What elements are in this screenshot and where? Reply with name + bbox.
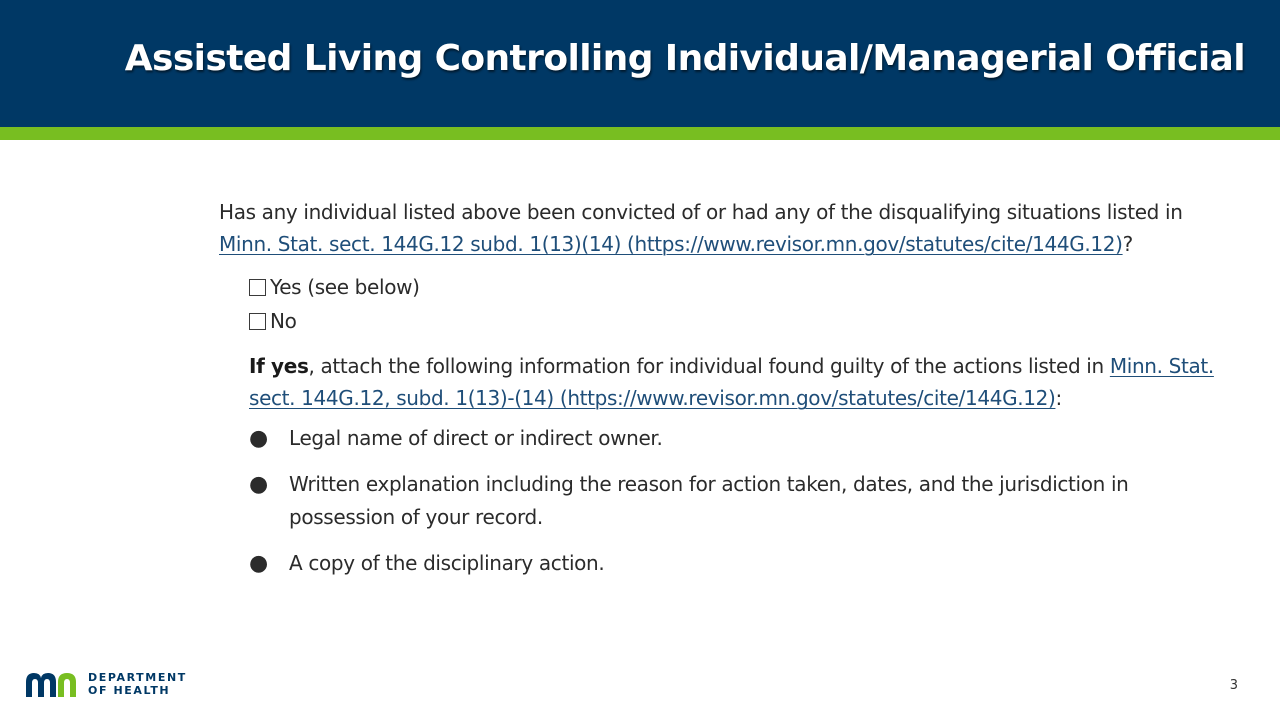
question-text: Has any individual listed above been convicted of or had any of the disqualifying situations listed in [219,200,1183,224]
logo-line-1: DEPARTMENT [88,671,187,684]
header-accent-bar [0,127,1280,140]
question-paragraph [219,196,1229,260]
list-item [249,547,1229,580]
if-yes-text: , attach the following information for individual found guilty of the actions listed in [308,354,1110,378]
requirements-list [249,422,1229,580]
statute-link-subd[interactable]: Minn. Stat. sect. 144G.12, subd. 1(13)-(14) (https://www.revisor.mn.gov/statutes/cite/144G.12) [249,354,1214,410]
bullet-icon: ● [249,426,268,451]
if-yes-paragraph [249,350,1229,414]
list-item-text: A copy of the disciplinary action. [289,551,605,575]
option-yes[interactable] [249,270,1229,304]
list-item-text: Legal name of direct or indirect owner. [289,426,663,450]
if-yes-suffix: : [1055,386,1062,410]
list-item [249,468,1229,534]
option-no-label: No [270,309,297,333]
slide-header [0,0,1280,127]
bullet-icon: ● [249,472,268,497]
checkbox-icon[interactable] [249,279,266,296]
slide-content [219,196,1229,593]
mn-logo-icon [25,670,81,698]
option-yes-label: Yes (see below) [270,275,420,299]
list-item-text: Written explanation including the reason for action taken, dates, and the jurisdiction in possession of your record. [289,472,1129,529]
page-number: 3 [1229,678,1238,693]
statute-link[interactable]: Minn. Stat. sect. 144G.12 subd. 1(13)(14) (https://www.revisor.mn.gov/statutes/cite/144G.12) [219,232,1123,256]
slide-title: Assisted Living Controlling Individual/Managerial Official [124,38,1245,79]
question-suffix: ? [1122,232,1133,256]
list-item [249,422,1229,455]
logo-line-2: OF HEALTH [88,684,171,697]
option-no[interactable] [249,304,1229,338]
if-yes-lead: If yes [249,354,309,378]
answer-options [249,270,1229,338]
department-logo [25,670,187,698]
department-logo-text [88,671,187,697]
checkbox-icon[interactable] [249,313,266,330]
bullet-icon: ● [249,551,268,576]
